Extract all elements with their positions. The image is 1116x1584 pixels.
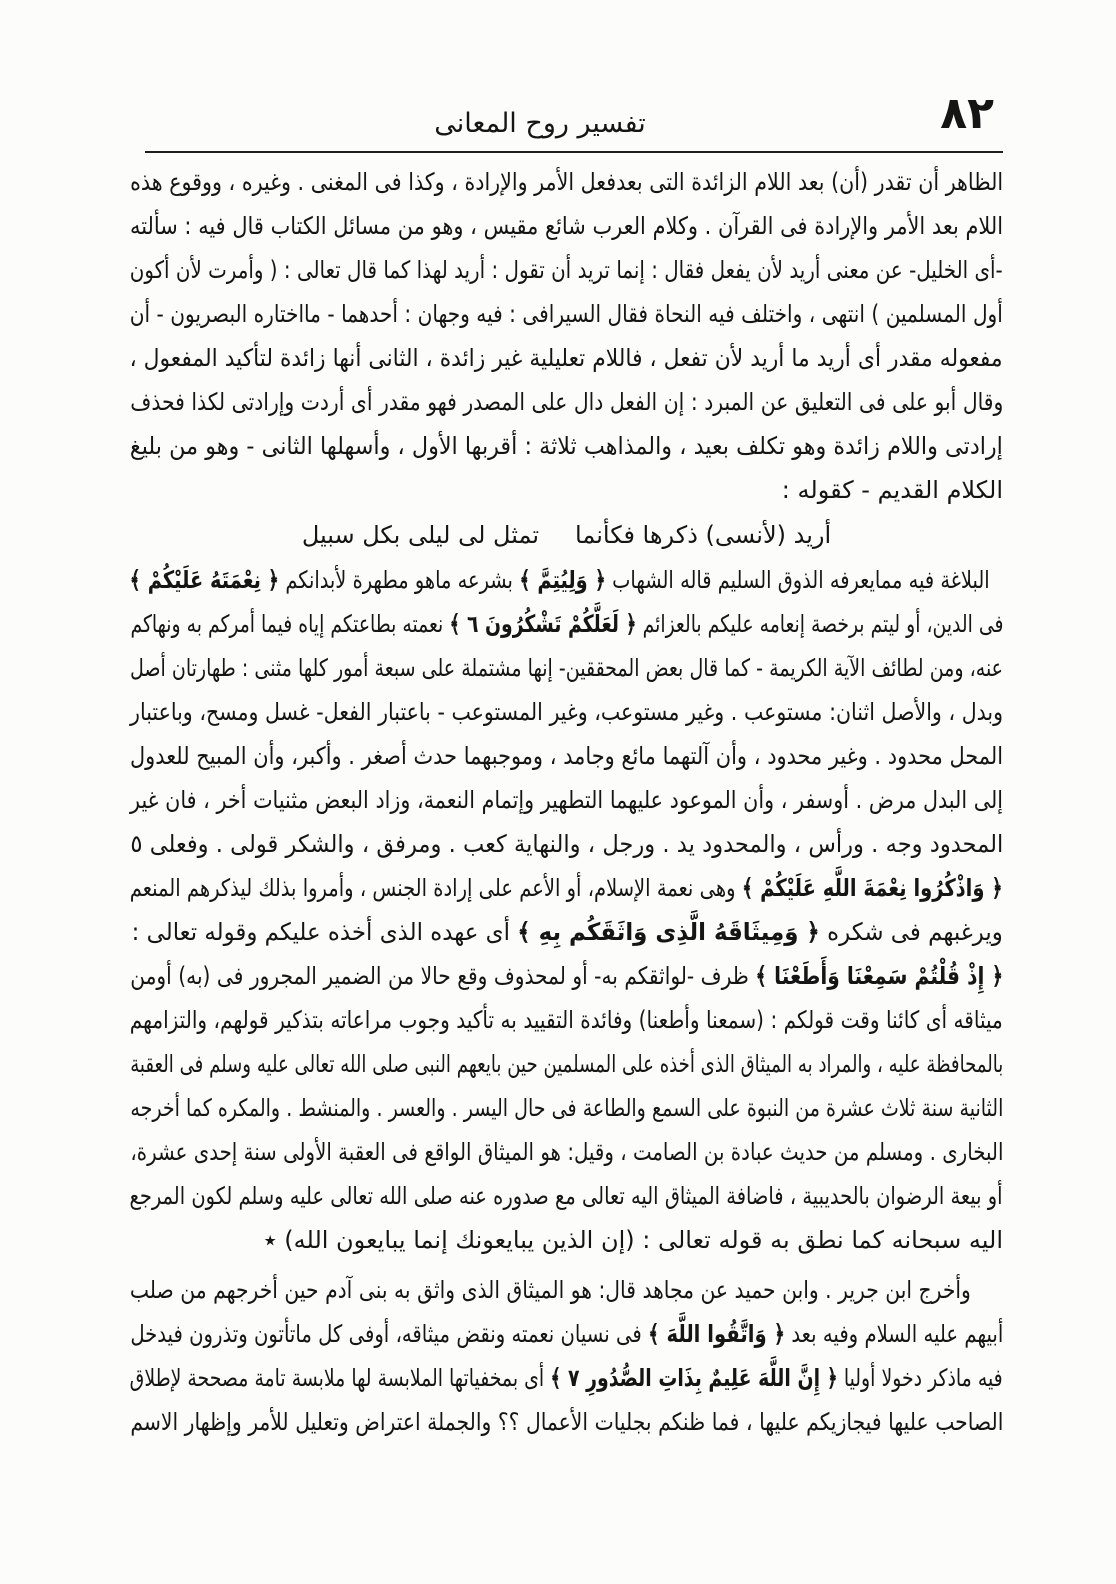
poem-hemistich-1: أريد (لأنسى) ذكرها فكأنما <box>575 521 832 549</box>
commentary-text: أبيهم عليه السلام وفيه بعد <box>791 1320 1003 1348</box>
text-line-15: إلى البدل مرض . أوسفر ، وأن الموعود عليهما التطهير وإتمام النعمة، وزاد البعض مثنيات أخر ، فان غير <box>130 786 1003 814</box>
text-line-5: مفعوله مقدر أى أريد ما أريد لأن تفعل ، فاللام تعليلية غير زائدة ، الثانى أنها زائدة لتأكيد المفعول ، <box>129 344 1003 372</box>
commentary-text: بشرعه ماهو مطهرة لأبدانكم <box>285 566 514 594</box>
text-line-6: وقال أبو على فى التعليق عن المبرد : إن الفعل دال على المصدر فهو مقدر أى أردت وإرادتى لكذا فحذف <box>129 388 1003 416</box>
text-line-27 <box>130 1312 1003 1356</box>
commentary-text: البلاغة فيه ممايعرفه الذوق السليم قاله الشهاب <box>612 566 991 594</box>
commentary-text: أى بمخفياتها الملابسة لها ملابسة تامة مصححة لإطلاق <box>129 1364 545 1392</box>
commentary-text: ظرف -لواثقكم به- أو لمحذوف وقع حالا من الضمير المجرور فى (به) أومن <box>129 962 749 990</box>
header-rule <box>145 151 1003 153</box>
poem-hemistich-2: تمثل لى ليلى بكل سبيل <box>301 521 540 549</box>
text-line-13: وبدل ، والأصل اثنان: مستوعب . وغير مستوعب، وغير المستوعب - باعتبار الفعل- غسل ومسح، وباعتبار <box>130 698 1003 726</box>
quran-verse: ﴿ وَلِيُتِمَّ ﴾ <box>519 566 607 594</box>
text-line-12: عنه، ومن لطائف الآية الكريمة - كما قال بعض المحققين- إنها مشتملة على سبعة أمور كلها مثنى : طهارتان أصل <box>129 654 1003 682</box>
commentary-text: ويرغبهم فى شكره <box>827 918 1003 946</box>
text-line-2: اللام بعد الأمر والإرادة فى القرآن . وكلام العرب شائع مقيس ، وهو من مسائل الكتاب قال فيه : سألته <box>130 212 1003 240</box>
commentary-text: فى الدين، أو ليتم برخصة إنعامه عليكم بالعزائم <box>642 610 1003 638</box>
text-line-1: الظاهر أن تقدر (أن) بعد اللام الزائدة التى بعدفعل الأمر والإرادة ، وكذا فى المغنى . وغيره ، ووقوع هذه <box>130 168 1003 196</box>
text-line-14: المحل محدود . وغير محدود ، وأن آلتهما مائع وجامد ، وموجبهما حدث أصغر . وأكبر، وأن المبيح للعدول <box>130 742 1003 770</box>
quran-verse: ﴿ لَعَلَّكُمْ تَشْكُرُونَ ٦ ﴾ <box>448 610 637 638</box>
text-line-10 <box>130 558 1003 602</box>
quran-verse: ﴿ إِذْ قُلْتُمْ سَمِعْنَا وَأَطَعْنَا ﴾ <box>754 962 1004 990</box>
text-line-17 <box>130 866 1003 910</box>
text-column <box>130 160 1003 1444</box>
text-line-24: أو بيعة الرضوان بالحديبية ، فاضافة الميثاق اليه تعالى مع صدوره عنه صلى الله تعالى عليه وسلم لكون المرجع <box>129 1182 1003 1210</box>
text-line-20: ميثاقه أى كائنا وقت قولكم : (سمعنا وأطعنا) وفائدة التقييد به تأكيد وجوب مراعاته بتذكير قولهم، والتزامهم <box>129 1006 1003 1034</box>
text-line-18 <box>130 910 1003 954</box>
quran-verse: ﴿ إِنَّ اللَّهَ عَلِيمٌ بِذَاتِ الصُّدُورِ ٧ ﴾ <box>550 1364 839 1392</box>
text-line-11 <box>130 602 1003 646</box>
poem-verse <box>130 512 1003 558</box>
commentary-text: نعمته بطاعتكم إياه فيما أمركم به ونهاكم <box>130 610 443 638</box>
commentary-text: أى عهده الذى أخذه عليكم وقوله تعالى : <box>131 918 511 946</box>
quran-verse: ﴿ وَاذْكُرُوا نِعْمَةَ اللَّهِ عَلَيْكُمْ ﴾ <box>742 874 1004 902</box>
text-line-3: -أى الخليل- عن معنى أريد لأن يفعل فقال : إنما تريد أن تقول : أريد لهذا كما قال تعالى : ( وأمرت لأن أكون <box>130 256 1003 284</box>
quran-verse: ﴿ نِعْمَتَهُ عَلَيْكُمْ ﴾ <box>129 566 280 594</box>
text-line-25: اليه سبحانه كما نطق به قوله تعالى : (إن الذين يبايعونك إنما يبايعون الله) ٭ <box>263 1226 1003 1254</box>
text-line-16: المحدود وجه . ورأس ، والمحدود يد . ورجل ، والنهاية كعب . ومرفق ، والشكر قولى . وفعلى ٥ <box>130 830 1004 858</box>
commentary-text: فيه ماذكر دخولا أوليا <box>844 1364 1003 1392</box>
text-line-21: بالمحافظة عليه ، والمراد به الميثاق الذى أخذه على المسلمين حين بايعهم النبى صلى الله تعالى عليه وسلم فى العقبة <box>129 1050 1003 1078</box>
quran-verse: ﴿ وَاتَّقُوا اللَّهَ ﴾ <box>647 1320 785 1348</box>
text-line-19 <box>130 954 1003 998</box>
page-number: ٨٢ <box>940 88 994 139</box>
commentary-text: وهى نعمة الإسلام، أو الأعم على إرادة الجنس ، وأمروا بذلك ليذكرهم المنعم <box>130 874 736 902</box>
running-title: تفسير روح المعانى <box>434 108 646 139</box>
text-line-8: الكلام القديم - كقوله : <box>781 476 1003 504</box>
commentary-text: فى نسيان نعمته ونقض ميثاقه، أوفى كل ماتأتون وتذرون فيدخل <box>130 1320 642 1348</box>
text-line-29: الصاحب عليها فيجازيكم عليها ، فما ظنكم بجليات الأعمال ؟؟ والجملة اعتراض وتعليل للأمر وإظهار الاسم <box>129 1408 1003 1436</box>
text-line-23: البخارى . ومسلم من حديث عبادة بن الصامت ، وقيل: هو الميثاق الواقع فى العقبة الأولى سنة إحدى عشرة، <box>129 1138 1003 1166</box>
text-line-7: إرادتى واللام زائدة وهو تكلف بعيد ، والمذاهب ثلاثة : أقربها الأول ، وأسهلها الثانى - وهو من بليغ <box>129 432 1003 460</box>
text-line-22: الثانية سنة ثلاث عشرة من النبوة على السمع والطاعة فى حال اليسر . والعسر . والمنشط . والمكره كما أخرجه <box>130 1094 1003 1122</box>
quran-verse: ﴿ وَمِيثَاقَهُ الَّذِى وَاثَقَكُم بِهِ ﴾ <box>517 918 821 946</box>
text-line-4: أول المسلمين ) انتهى ، واختلف فيه النحاة فقال السيرافى : فيه وجهان : أحدهما - مااختاره البصريون - أن <box>129 300 1003 328</box>
text-line-26: وأخرج ابن جرير . وابن حميد عن مجاهد قال: هو الميثاق الذى واثق به بنى آدم حين أخرجهم من صلب <box>129 1276 971 1304</box>
text-line-28 <box>130 1356 1003 1400</box>
